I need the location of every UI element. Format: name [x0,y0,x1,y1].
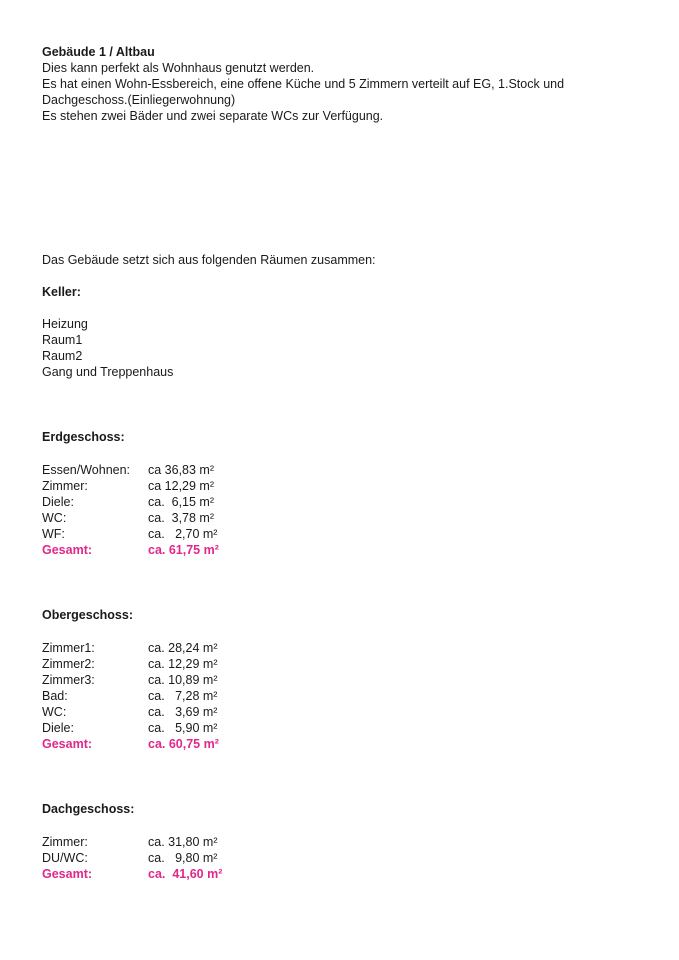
room-area: ca. 28,24 m² [148,641,218,655]
room-label: Zimmer1: [42,641,95,655]
obergeschoss-heading: Obergeschoss: [42,608,134,622]
room-area: ca 36,83 m² [148,463,215,477]
total-row [42,866,642,882]
room-area: ca 12,29 m² [148,479,215,493]
list-item: Heizung [42,317,88,331]
room-label: Essen/Wohnen: [42,463,131,477]
table-row [42,834,642,850]
erdgeschoss-heading: Erdgeschoss: [42,430,125,444]
list-item: Raum1 [42,333,83,347]
total-area: ca. 60,75 m² [148,737,219,751]
table-row [42,850,642,866]
room-area: ca. 5,90 m² [148,721,218,735]
table-row [42,478,642,494]
dachgeschoss-area-table [42,834,642,882]
table-row [42,462,642,478]
room-label: Zimmer3: [42,673,95,687]
room-label: Zimmer: [42,479,88,493]
total-row [42,736,642,752]
obergeschoss-area-table [42,640,642,752]
table-row [42,526,642,542]
total-row [42,542,642,558]
room-label: Zimmer2: [42,657,95,671]
table-row [42,672,642,688]
room-label: WC: [42,511,67,525]
total-label: Gesamt: [42,867,93,881]
room-area: ca. 6,15 m² [148,495,214,509]
intro-line: Dies kann perfekt als Wohnhaus genutzt werden. [42,61,315,75]
intro-section [42,44,642,124]
table-row [42,704,642,720]
room-label: WF: [42,527,65,541]
keller-room-list [42,316,642,380]
table-row [42,640,642,656]
room-label: Bad: [42,689,68,703]
intro-line: Dachgeschoss.(Einliegerwohnung) [42,93,236,107]
composition-text: Das Gebäude setzt sich aus folgenden Räumen zusammen: [42,253,376,267]
table-row [42,656,642,672]
room-area: ca. 2,70 m² [148,527,218,541]
erdgeschoss-area-table [42,462,642,558]
total-area: ca. 61,75 m² [148,543,219,557]
room-label: Zimmer: [42,835,88,849]
keller-heading: Keller: [42,285,81,299]
total-label: Gesamt: [42,737,93,751]
document-page [42,44,642,882]
room-area: ca. 3,69 m² [148,705,218,719]
table-row [42,720,642,736]
table-row [42,510,642,526]
total-label: Gesamt: [42,543,93,557]
room-label: WC: [42,705,67,719]
room-area: ca. 3,78 m² [148,511,214,525]
room-area: ca. 10,89 m² [148,673,218,687]
total-area: ca. 41,60 m² [148,867,223,881]
room-area: ca. 9,80 m² [148,851,218,865]
intro-line: Es stehen zwei Bäder und zwei separate WCs zur Verfügung. [42,109,384,123]
list-item: Gang und Treppenhaus [42,365,174,379]
building-title: Gebäude 1 / Altbau [42,45,155,59]
room-area: ca. 12,29 m² [148,657,218,671]
list-item: Raum2 [42,349,83,363]
room-area: ca. 7,28 m² [148,689,218,703]
intro-line: Es hat einen Wohn-Essbereich, eine offene Küche und 5 Zimmern verteilt auf EG, 1.Stock und [42,77,565,91]
table-row [42,688,642,704]
dachgeschoss-heading: Dachgeschoss: [42,802,135,816]
room-label: Diele: [42,721,74,735]
room-area: ca. 31,80 m² [148,835,218,849]
room-label: Diele: [42,495,74,509]
room-label: DU/WC: [42,851,88,865]
table-row [42,494,642,510]
